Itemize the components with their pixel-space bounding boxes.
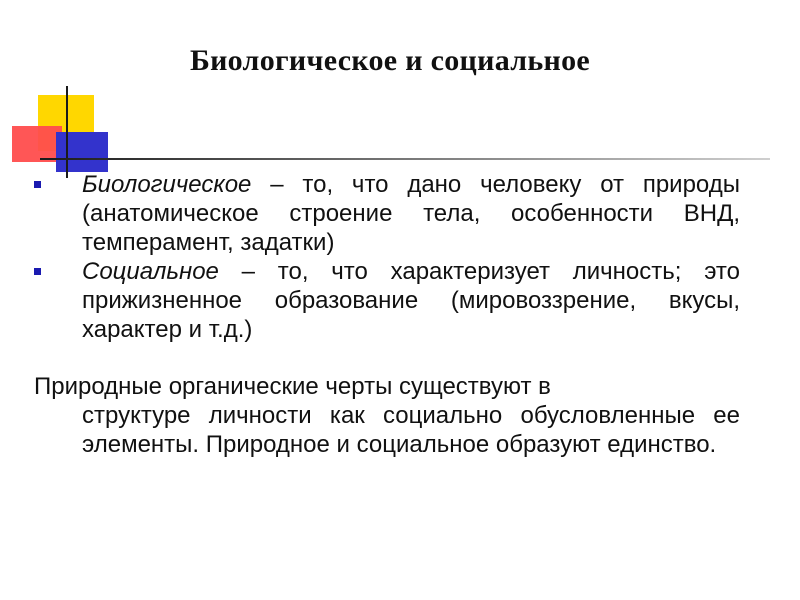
decor-blue-square [56, 132, 108, 172]
bullet-term: Биологическое [82, 171, 252, 198]
bullet-term: Социальное [82, 258, 219, 285]
bullet-item-biological [34, 170, 740, 257]
bullet-list [34, 170, 740, 344]
decor-red-square [12, 126, 62, 162]
decor-vertical-line [66, 86, 68, 178]
square-bullet-icon [34, 268, 41, 275]
square-bullet-icon [34, 181, 41, 188]
bullet-text: – то, что дано человеку от природы (анатомическое строение тела, особенности ВНД, темперамент, задатки) [82, 171, 740, 256]
bullet-text: – то, что характеризует личность; это прижизненное образование (мировоззрение, вкусы, характер и т.д.) [82, 258, 740, 343]
paragraph-first-line: Природные органические черты существуют в [34, 373, 551, 400]
slide-title: Биологическое и социальное [189, 44, 591, 77]
summary-paragraph [34, 372, 740, 459]
paragraph-rest: структуре личности как социально обусловленные ее элементы. Природное и социальное образуют единство. [82, 402, 740, 458]
slide-content [34, 170, 740, 459]
title-divider-line [40, 158, 770, 160]
bullet-item-social [34, 257, 740, 344]
